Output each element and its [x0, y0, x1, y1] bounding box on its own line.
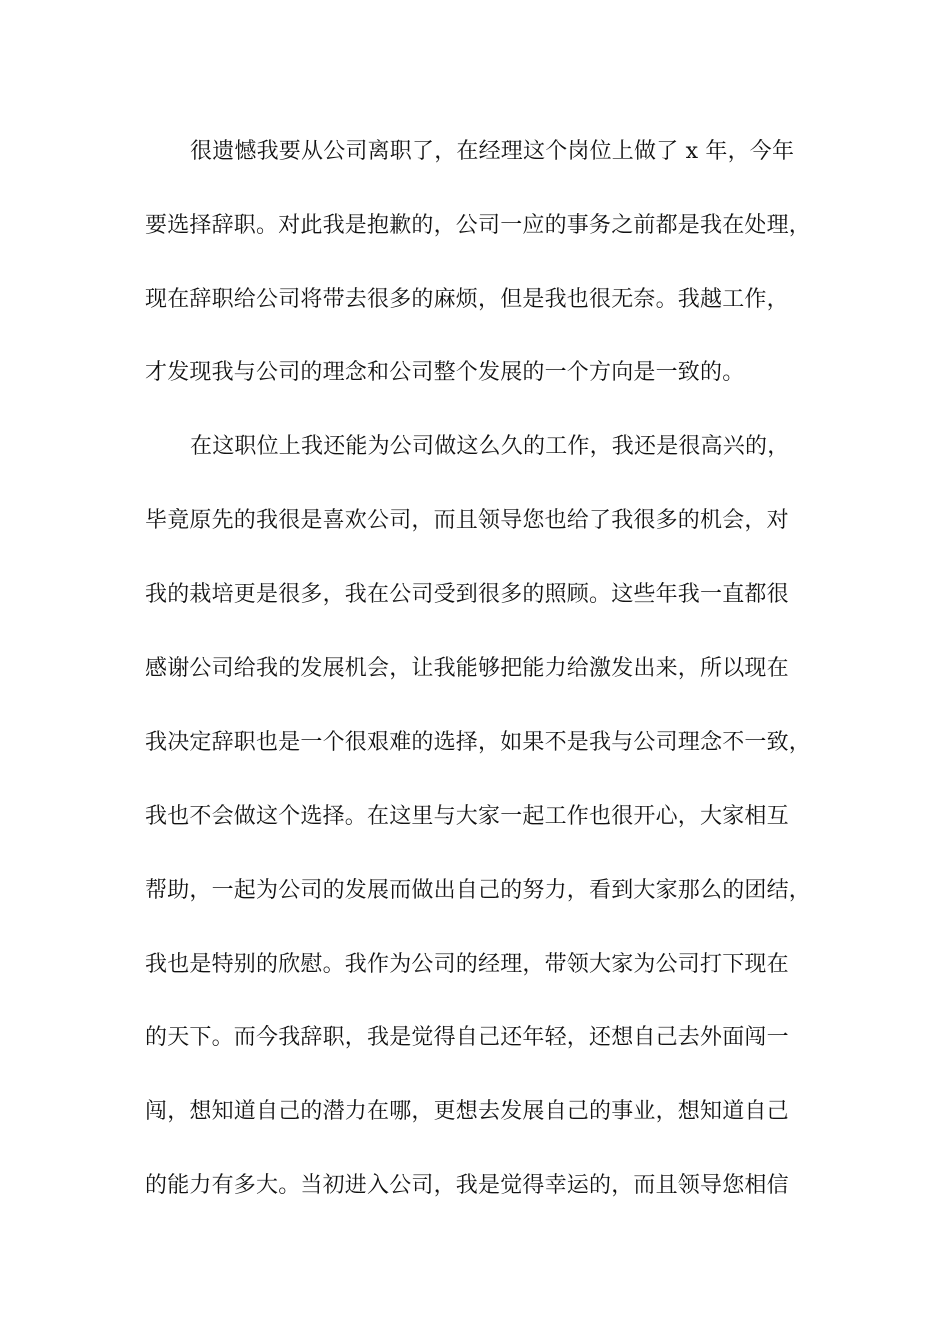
paragraph-1-line-4: 才发现我与公司的理念和公司整个发展的一个方向是一致的。 [145, 360, 745, 385]
paragraph-1-line-1: 很遗憾我要从公司离职了，在经理这个岗位上做了 x 年，今年 [190, 139, 795, 164]
paragraph-2-line-4: 感谢公司给我的发展机会，让我能够把能力给激发出来，所以现在 [145, 656, 789, 681]
paragraph-1-line-2: 要选择辞职。对此我是抱歉的，公司一应的事务之前都是我在处理， [145, 213, 812, 238]
paragraph-2-line-9: 的天下。而今我辞职，我是觉得自己还年轻，还想自己去外面闯一 [145, 1025, 789, 1050]
paragraph-2-line-2: 毕竟原先的我很是喜欢公司，而且领导您也给了我很多的机会，对 [145, 508, 789, 533]
paragraph-2-line-1: 在这职位上我还能为公司做这么久的工作，我还是很高兴的， [190, 434, 790, 459]
paragraph-2-line-6: 我也不会做这个选择。在这里与大家一起工作也很开心，大家相互 [145, 804, 789, 829]
paragraph-2-line-8: 我也是特别的欣慰。我作为公司的经理，带领大家为公司打下现在 [145, 952, 789, 977]
paragraph-2-line-5: 我决定辞职也是一个很艰难的选择，如果不是我与公司理念不一致， [145, 730, 812, 755]
paragraph-2-line-11: 的能力有多大。当初进入公司，我是觉得幸运的，而且领导您相信 [145, 1173, 789, 1198]
paragraph-1-line-3: 现在辞职给公司将带去很多的麻烦，但是我也很无奈。我越工作， [145, 287, 789, 312]
paragraph-2-line-3: 我的栽培更是很多，我在公司受到很多的照顾。这些年我一直都很 [145, 582, 789, 607]
paragraph-2-line-7: 帮助，一起为公司的发展而做出自己的努力，看到大家那么的团结， [145, 878, 812, 903]
paragraph-2-line-10: 闯，想知道自己的潜力在哪，更想去发展自己的事业，想知道自己 [145, 1099, 789, 1124]
